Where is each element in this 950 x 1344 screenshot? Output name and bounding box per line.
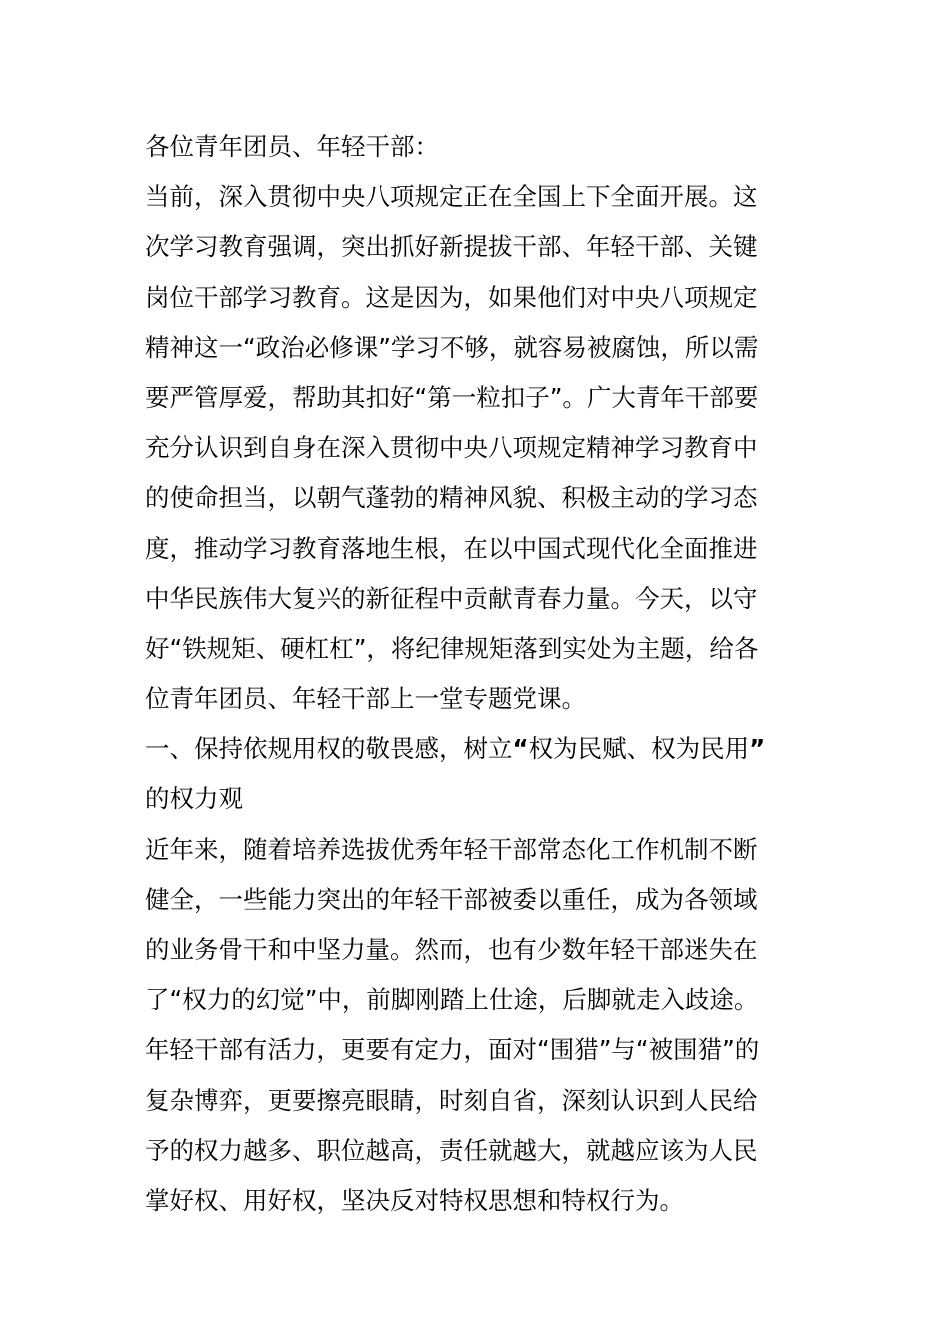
paragraph-line: 度，推动学习教育落地生根，在以中国式现代化全面推进 [145, 533, 758, 563]
heading-close-quote: ” [749, 734, 766, 764]
paragraph-line: 好“铁规矩、硬杠杠”，将纪律规矩落到实处为主题，给各 [145, 633, 759, 663]
paragraph-line: 近年来，随着培养选拔优秀年轻干部常态化工作机制不断 [145, 834, 758, 864]
section-one-heading [145, 724, 810, 824]
salutation: 各位青年团员、年轻干部： [145, 132, 439, 161]
heading-open-quote: “ [512, 734, 529, 764]
paragraph-line: 年轻干部有活力，更要有定力，面对“围猎”与“被围猎”的 [145, 1035, 760, 1065]
paragraph-line: 予的权力越多、职位越高，责任就越大，就越应该为人民 [145, 1135, 758, 1165]
paragraph-line: 健全，一些能力突出的年轻干部被委以重任，成为各领域 [145, 884, 758, 914]
paragraph-line: 岗位干部学习教育。这是因为，如果他们对中央八项规定 [145, 282, 758, 312]
intro-paragraph [145, 172, 810, 724]
paragraph-line: 复杂博弈，更要擦亮眼睛，时刻自省，深刻认识到人民给 [145, 1085, 758, 1115]
paragraph-line: 位青年团员、年轻干部上一堂专题党课。 [145, 684, 586, 714]
paragraph-line: 充分认识到自身在深入贯彻中央八项规定精神学习教育中 [145, 433, 758, 463]
paragraph-line: 中华民族伟大复兴的新征程中贡献青春力量。今天，以守 [145, 583, 758, 613]
paragraph-line: 精神这一“政治必修课”学习不够，就容易被腐蚀，所以需 [145, 332, 759, 362]
section-heading-line [145, 724, 810, 774]
paragraph-line: 的业务骨干和中坚力量。然而，也有少数年轻干部迷失在 [145, 935, 758, 964]
paragraph-line: 掌好权、用好权，坚决反对特权思想和特权行为。 [145, 1185, 684, 1215]
heading-prefix: 一、保持依规用权的敬畏感，树立 [145, 734, 513, 764]
paragraph-line: 次学习教育强调，突出抓好新提拔干部、年轻干部、关键 [145, 232, 758, 262]
paragraph-line: 的使命担当，以朝气蓬勃的精神风貌、积极主动的学习态 [145, 483, 758, 513]
paragraph-line: 了“权力的幻觉”中，前脚刚踏上仕途，后脚就走入歧途。 [145, 985, 759, 1015]
heading-quoted-text: 权为民赋、权为民用 [528, 734, 750, 764]
document-page [145, 122, 810, 1226]
paragraph-line: 当前，深入贯彻中央八项规定正在全国上下全面开展。这 [145, 182, 758, 212]
section-one-body [145, 825, 810, 1227]
paragraph-line: 要严管厚爱，帮助其扣好“第一粒扣子”。广大青年干部要 [145, 382, 759, 412]
heading-suffix: 的权力观 [145, 784, 243, 814]
